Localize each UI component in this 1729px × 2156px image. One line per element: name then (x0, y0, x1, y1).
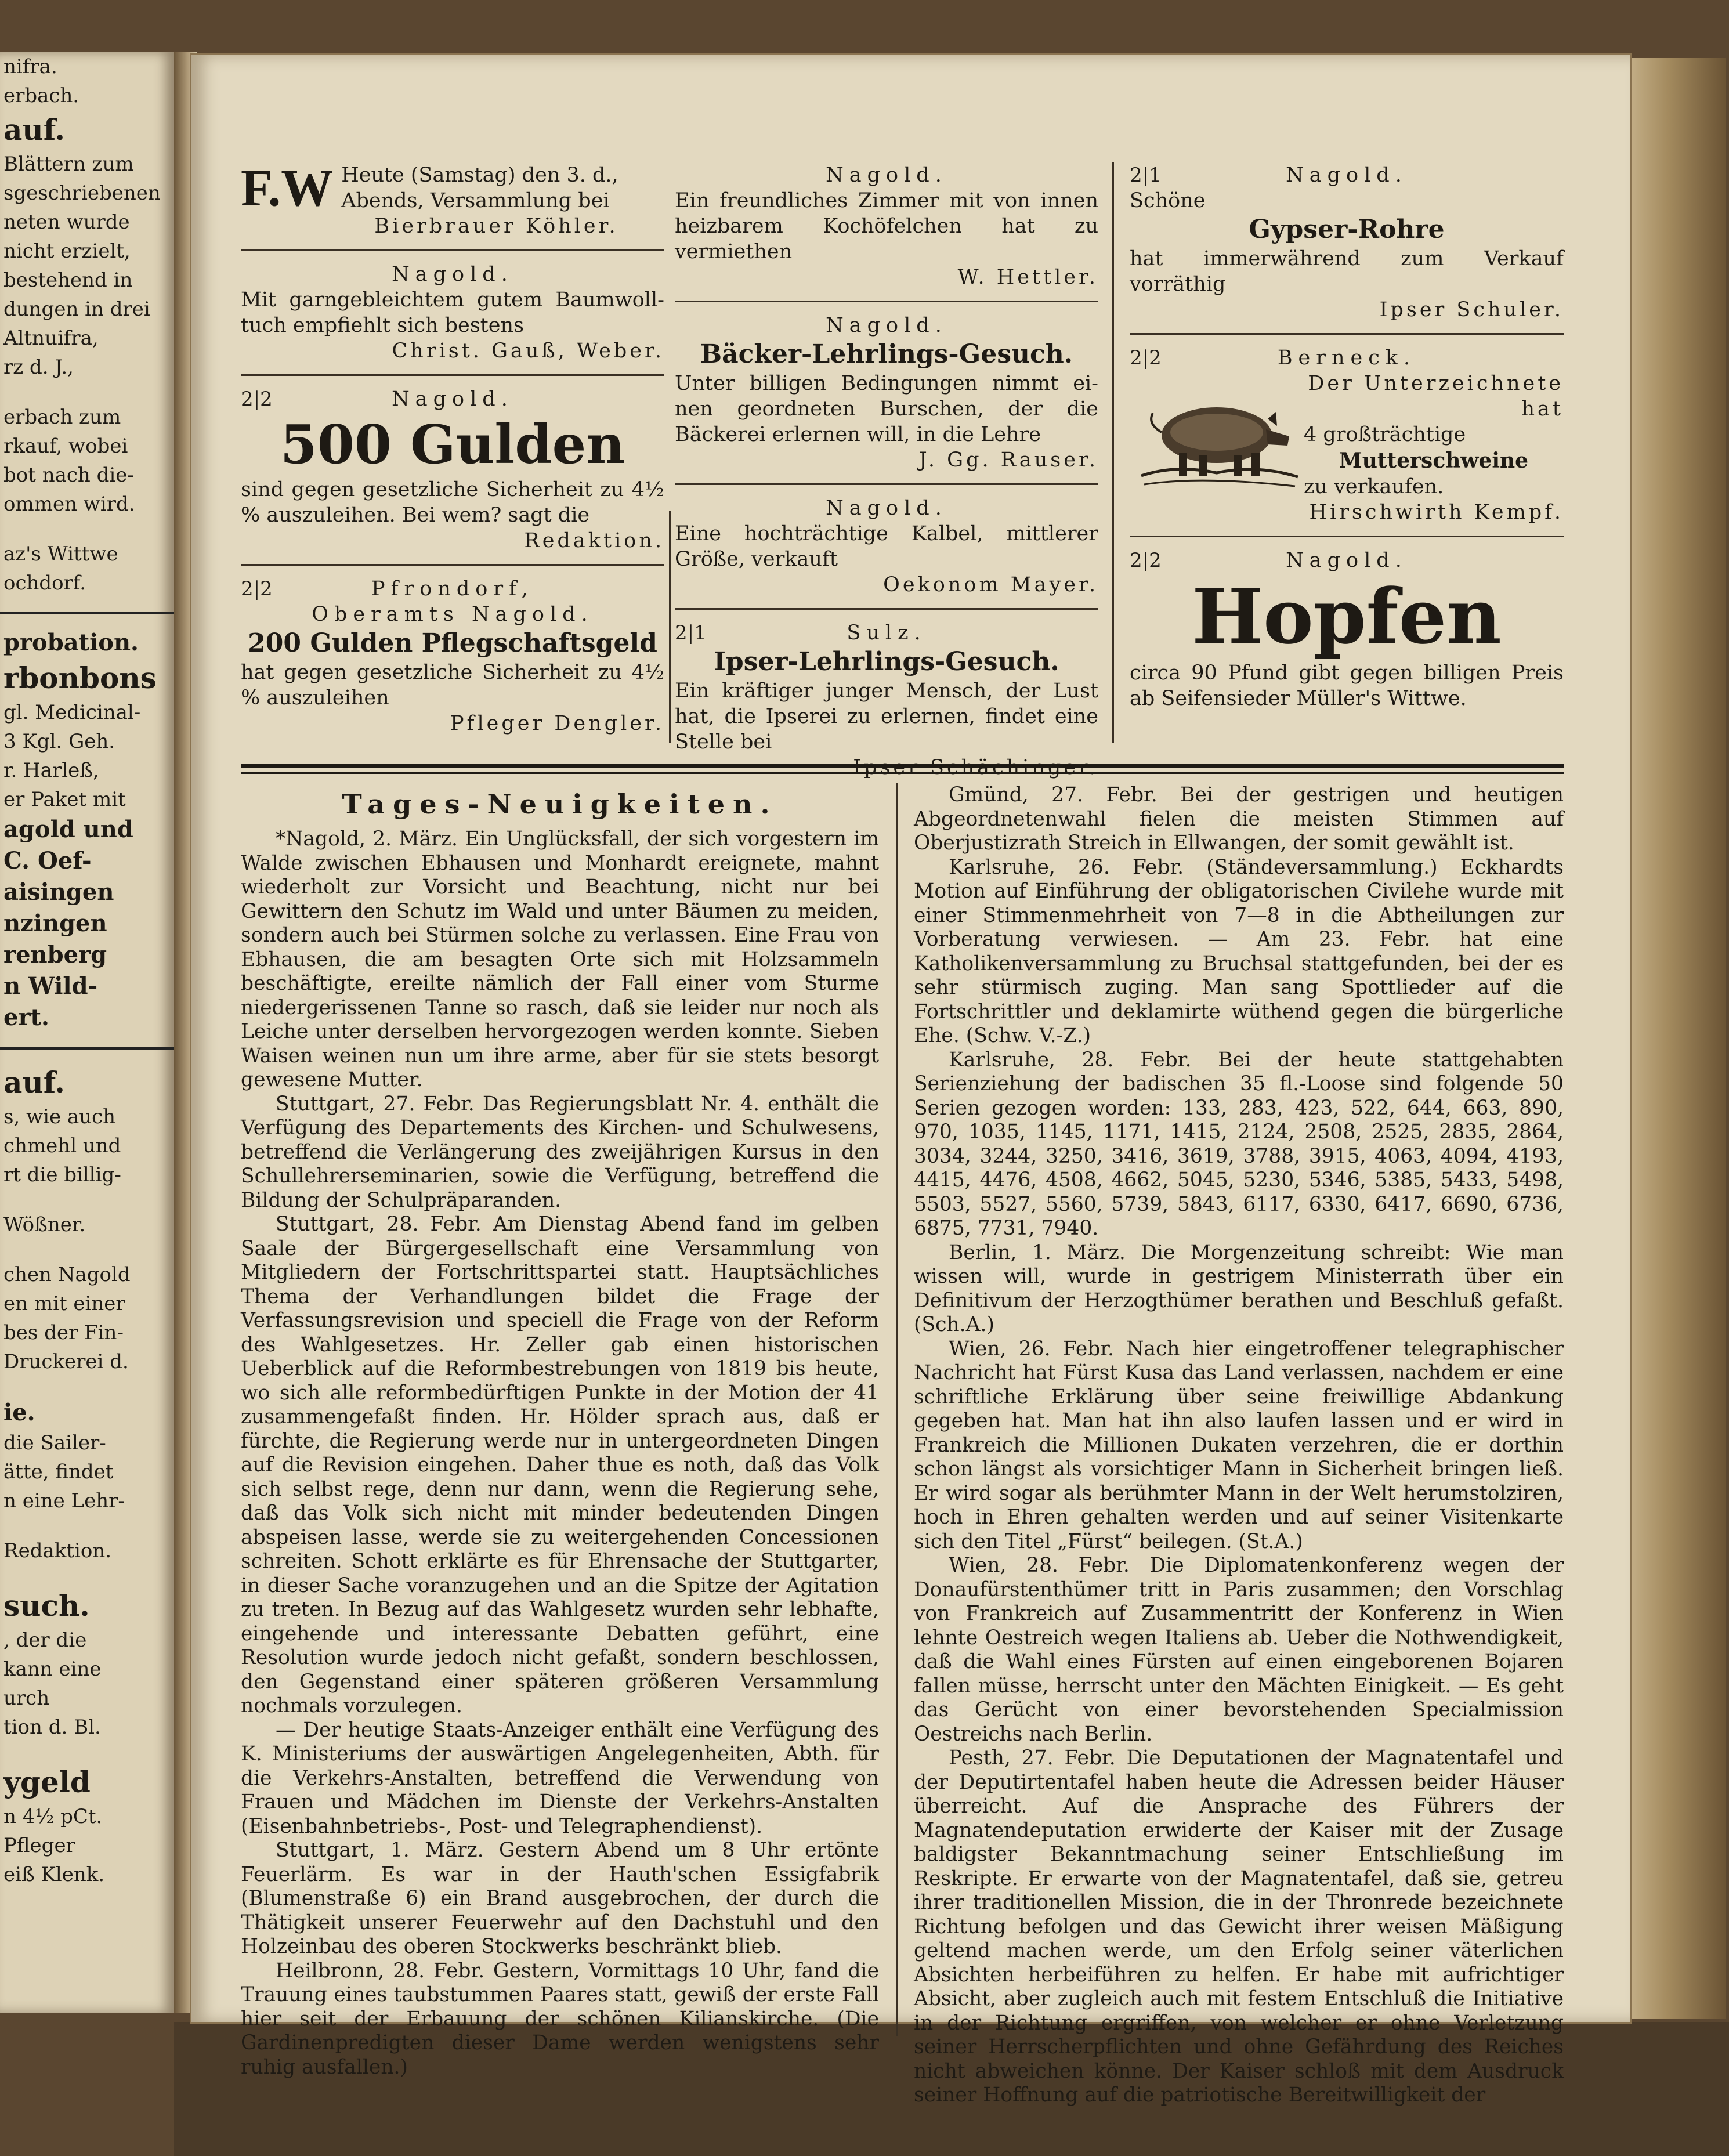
left-page-fragment: dungen in drei (3, 298, 150, 321)
left-page-fragment: bes der Fin- (3, 1321, 124, 1344)
ad-signature: Ipser Schächinger. (853, 756, 1098, 779)
ad-signature: Christ. Gauß, Weber. (392, 339, 664, 363)
ad-body: Ein freundliches Zimmer mit von innen heizbarem Kochöfelchen hat zu vermiethen (675, 189, 1098, 263)
left-page-fragment: auf. (3, 1065, 65, 1099)
ad-body: Mit garngebleichtem gutem Baumwoll-tuch empfiehlt sich bestens (241, 288, 664, 337)
section-rule-thin (241, 772, 1564, 774)
fw-line: Abends, Versammlung bei (341, 189, 610, 212)
ad-column-2 (675, 162, 1098, 780)
ad-body: Unter billigen Bedingungen nimmt ei-nen geordneten Burschen, der die Bäckerei erlernen will, in die Lehre (675, 372, 1098, 446)
ad-heading: 500 Gulden (280, 413, 625, 476)
column-rule (1112, 162, 1114, 743)
news-paragraph: *Nagold, 2. März. Ein Unglücksfall, der sich vorgestern im Walde zwischen Ebhausen und Monhardt ereignete, mahnt wiederholt zur Vorsicht und Beachtung, nicht nur bei Gewittern den Schutz im Wald und unter Bäumen zu meiden, sondern auch bei Stürmen solche zu verlassen. Eine Frau von Ebhausen, die am besagten Orte sich mit Holzsammeln beschäftigte, ereilte nämlich der Fall einer vom Sturme niedergerissenen Tanne so rasch, daß sie leider nur noch als Leiche unter derselben hervorgezogen werden konnte. Sieben Waisen weinen nun um ihre arme, aber für sie stets besorgt gewesene Mutter. (241, 827, 879, 1091)
ad-place: Sulz. (847, 621, 927, 645)
left-page-fragment: kann eine (3, 1658, 102, 1681)
news-paragraph: Gmünd, 27. Febr. Bei der gestrigen und heutigen Abgeordnetenwahl fielen die meisten Stimmen auf Oberjustizrath Streich in Ellwangen, der somit gewählt ist. (914, 783, 1564, 855)
ad-insertion-number: 2|2 (1130, 346, 1162, 370)
left-page-fragment: chmehl und (3, 1134, 121, 1157)
ad-divider (241, 564, 664, 566)
newspaper-page (191, 55, 1630, 2107)
ad-signature: Pfleger Dengler. (450, 712, 664, 735)
left-page-fragment: n Wild- (3, 972, 98, 1000)
ad-signature: W. Hettler. (957, 266, 1098, 289)
ad-divider (1130, 536, 1564, 537)
left-page-fragment: r. Harleß, (3, 759, 99, 782)
ad-body: hat immerwährend zum Verkauf vorräthig (1130, 247, 1564, 296)
ad-divider (1130, 333, 1564, 335)
column-rule (669, 511, 671, 743)
ad-insertion-number: 2|1 (675, 621, 707, 645)
left-facing-page (0, 52, 174, 2013)
left-page-fragment: renberg (3, 941, 107, 968)
ad-place: Nagold. (826, 497, 947, 520)
ad-signature: Redaktion. (524, 529, 664, 552)
left-page-fragment: nicht erzielt, (3, 240, 131, 263)
left-page-fragment: probation. (3, 629, 139, 656)
left-page-fragment: die Sailer- (3, 1431, 106, 1455)
left-page-fragment: rkauf, wobei (3, 435, 128, 458)
news-paragraph: Stuttgart, 28. Febr. Am Dienstag Abend fand im gelben Saale der Bürgergesellschaft eine Versammlung von Mitgliedern der Fortschrittspartei statt. Hauptsächliches Thema der Verhandlungen bildet die Frage der Verfassungsrevision und speciell die Frage von der Reform des Wahlgesetzes. Hr. Zeller gab einen historischen Ueberblick auf die Reformbestrebungen von 1819 bis heute, wo sich alle reformbedürftigen Punkte in der Motion der 41 zusammengefaßt finden. Hr. Hölder sprach aus, daß er fürchte, die Regierung werde nur in untergeordneten Dingen auf die Revision eingehen. Daher thue es noth, daß das Volk sich selbst rege, denn nur dann, wenn die Regierung sehe, daß das Volk sich nicht mit minder bedeutenden Dingen abspeisen lasse, werde sie zu weitergehenden Concessionen schreiten. Schott erklärte es für Ehrensache der Stuttgarter, in dieser Sache voranzugehen und an die Spitze der Agitation zu treten. In Bezug auf das Wahlgesetz wurden sehr lebhafte, eingehende und interessante Debatten geführt, eine Resolution wurde jedoch nicht gefaßt, sondern beschlossen, den Gegenstand einer späteren größeren Versammlung nochmals vorzulegen. (241, 1213, 879, 1717)
left-page-fragment: eiß Klenk. (3, 1863, 105, 1886)
ad-divider (241, 249, 664, 251)
page-edge (1630, 58, 1726, 2019)
left-page-gap (0, 1239, 174, 1260)
ad-place: Nagold. (392, 388, 513, 411)
left-page-fragment: C. Oef- (3, 847, 92, 874)
left-page-fragment: rt die billig- (3, 1163, 121, 1186)
ad-divider (675, 301, 1098, 302)
ad-column-1 (241, 162, 664, 736)
ad-insertion-number: 2|2 (241, 388, 273, 411)
ad-pfrondorf (241, 576, 664, 736)
advertisement-section (241, 160, 1564, 779)
ad-line: 4 großträchtige (1304, 423, 1466, 446)
ad-insertion-number: 2|2 (1130, 549, 1162, 572)
ad-gauss (241, 262, 664, 364)
left-page-gap (0, 519, 174, 540)
ad-body: Eine hochträchtige Kalbel, mittlerer Größe, verkauft (675, 522, 1098, 571)
left-page-fragment: erbach. (3, 84, 79, 107)
left-page-fragment: sgeschriebenen (3, 182, 161, 205)
news-column-rule (896, 783, 898, 2036)
left-page-gap (0, 1742, 174, 1763)
ad-column-3 (1130, 162, 1564, 711)
ad-line: Mutterschweine (1339, 448, 1529, 473)
ad-divider (241, 374, 664, 376)
left-page-fragment: aisingen (3, 878, 114, 906)
ad-signature: Hirschwirth Kempf. (1309, 501, 1564, 524)
left-page-fragment: such. (3, 1589, 90, 1623)
left-page-fragment: ert. (3, 1004, 49, 1031)
ad-zimmer (675, 162, 1098, 290)
left-page-gap (0, 382, 174, 403)
left-page-fragment: gl. Medicinal- (3, 701, 141, 724)
left-page-fragment: n eine Lehr- (3, 1489, 125, 1513)
left-page-gap (0, 1376, 174, 1397)
news-paragraph: Karlsruhe, 28. Febr. Bei der heute stattgehabten Serienziehung der badischen 35 fl.-Loose sind folgende 50 Serien gezogen worden: 133, 283, 423, 522, 644, 663, 890, 970, 1035, 1145, 1171, 1415, 2124, 2508, 2525, 2835, 2864, 3034, 3244, 3250, 3416, 3619, 3788, 3915, 4063, 4094, 4193, 4415, 4476, 4508, 4662, 5045, 5230, 5346, 5385, 5433, 5498, 5503, 5527, 5560, 5739, 5843, 6117, 6330, 6417, 6690, 6736, 6875, 7731, 7940. (914, 1048, 1564, 1240)
pig-illustration (1130, 377, 1304, 493)
ad-place: Nagold. (392, 263, 513, 286)
left-page-fragment: erbach zum (3, 406, 121, 429)
fw-line: Bierbrauer Köhler. (374, 215, 618, 238)
left-page-fragment: , der die (3, 1629, 87, 1652)
ad-signature: Oekonom Mayer. (883, 573, 1098, 596)
left-page-rule (0, 608, 174, 614)
left-page-fragment: Altnuifra, (3, 327, 99, 350)
left-page-fragment: 3 Kgl. Geh. (3, 730, 115, 753)
news-paragraph: Berlin, 1. März. Die Morgenzeitung schreibt: Wie man wissen will, wurde in gestrigem Ministerrath über ein Definitivum der Herzogthümer berathen und Beschluß gefaßt. (Sch.A.) (914, 1240, 1564, 1336)
news-paragraph: Karlsruhe, 26. Febr. (Ständeversammlung.) Eckhardts Motion auf Einführung der obligatorischen Civilehe wurde mit einer Stimmenmehrheit von 7—8 in die Abtheilungen zur Vorberatung verwiesen. — Am 23. Febr. hat eine Katholikenversammlung zu Bruchsal stattgefunden, bei der es sehr stürmisch zuging. Man sang Spottlieder auf die Fortschrittler und deklamirte wüthend gegen die bürgerliche Ehe. (Schw. V.-Z.) (914, 855, 1564, 1047)
ad-body: circa 90 Pfund gibt gegen billigen Preis ab Seifensieder Müller's Wittwe. (1130, 661, 1564, 710)
left-page-fragment: Blättern zum (3, 153, 134, 176)
left-page-fragment: rz d. J., (3, 356, 74, 379)
left-page-fragment: neten wurde (3, 211, 130, 234)
left-page-fragment: en mit einer (3, 1292, 125, 1315)
left-page-fragment: chen Nagold (3, 1263, 131, 1286)
ad-body: sind gegen gesetzliche Sicherheit zu 4½ % auszuleihen. Bei wem? sagt die (241, 478, 664, 527)
ad-baecker (675, 313, 1098, 473)
left-page-fragment: Pfleger (3, 1834, 75, 1857)
left-page-fragment: tion d. Bl. (3, 1716, 101, 1739)
news-paragraph: Stuttgart, 27. Febr. Das Regierungsblatt Nr. 4. enthält die Verfügung des Departements des Kirchen- und Schulwesens, betreffend die Verlängerung des zweijährigen Kursus in den Schullehrerseminarien, sowie die Verfügung, betreffend die Bildung der Schulpräparanden. (241, 1092, 879, 1212)
left-page-gap (0, 1515, 174, 1536)
ad-heading: Gypser-Rohre (1249, 215, 1445, 244)
ad-heading: 200 Gulden Pflegschaftsgeld (248, 628, 657, 658)
ad-place: Nagold. (1286, 164, 1408, 187)
news-paragraph: Wien, 26. Febr. Nach hier eingetroffener telegraphischer Nachricht hat Fürst Kusa das Land verlassen, nachdem er eine schriftliche Erklärung über seine freiwillige Abdankung gegeben hat. Man hat ihn also laufen lassen und er wird in Frankreich die Millionen Dukaten verzehren, die er dorthin schon längst als vorsichtiger Mann in Sicherheit bringen ließ. Er wird sogar als berühmter Mann in der Welt herumstolziren, hoch in Ehren gehalten werden und auf seiner Visitenkarte sich den Titel „Fürst“ beilegen. (St.A.) (914, 1337, 1564, 1553)
left-page-fragment: er Paket mit (3, 788, 126, 811)
ad-fw-meeting (241, 162, 664, 239)
ad-heading: Hopfen (1192, 572, 1502, 661)
ad-pre: Schöne (1130, 189, 1206, 212)
left-page-rule (0, 1044, 174, 1050)
ad-ipser-lehrling (675, 620, 1098, 780)
news-column-left (241, 783, 879, 2079)
news-paragraph: Pesth, 27. Febr. Die Deputationen der Magnatentafel und der Deputirtentafel haben heute die Adressen beider Häuser überreicht. Auf die Ansprache des Führers der Magnatendeputation erwiderte der Kaiser mit der Zusage baldigster Bekanntmachung seiner Entschließung im Reskripte. Er erwarte von der Magnatentafel, daß sie, getreu ihrer traditionellen Mission, die in der Thronrede bezeichnete Richtung befolgen und das Gewicht ihrer weisen Mäßigung geltend machen werde, um den Erfolg seiner väterlichen Absichten herbeiführen zu helfen. Er habe mit aufrichtiger Absicht, aber zugleich auch mit festem Entschluß die Initiative in der Richtung ergriffen, von welcher er ohne Verletzung seiner Herrscherpflichten und ohne Gefährdung des Reiches nicht abweichen könne. Der Kaiser schloß mit dem Ausdruck seiner Hoffnung auf die patriotische Bereitwilligkeit der (914, 1746, 1564, 2107)
left-page-gap (0, 1189, 174, 1210)
ad-place: Nagold. (826, 314, 947, 337)
news-paragraph: Heilbronn, 28. Febr. Gestern, Vormittags 10 Uhr, fand die Trauung eines taubstummen Paares statt, gewiß der erste Fall hier seit der Erbauung der schönen Kilianskirche. (Die Gardinenpredigten dieser Dame werden wenigstens sehr ruhig ausfallen.) (241, 1959, 879, 2079)
ad-place: Nagold. (1286, 549, 1408, 572)
ad-heading: Ipser-Lehrlings-Gesuch. (714, 647, 1059, 677)
ad-place: Pfrondorf, (371, 577, 534, 601)
ad-line: zu verkaufen. (1304, 475, 1444, 498)
news-paragraph: Stuttgart, 1. März. Gestern Abend um 8 Uhr ertönte Feuerlärm. Es war in der Hauth'schen Essigfabrik (Blumenstraße 6) ein Brand ausgebrochen, der durch die Thätigkeit unserer Feuerwehr auf den Dachstuhl und den Holzeinbau des oberen Stockwerks beschränkt blieb. (241, 1839, 879, 1958)
left-page-fragment: auf. (3, 113, 65, 147)
ad-line: Der Unterzeichnete hat (1308, 372, 1564, 421)
ad-gypser (1130, 162, 1564, 323)
left-page-fragment: az's Wittwe (3, 542, 118, 566)
ad-insertion-number: 2|1 (1130, 164, 1162, 187)
left-page-fragment: Redaktion. (3, 1539, 112, 1562)
left-page-fragment: agold und (3, 816, 133, 843)
left-page-fragment: s, wie auch (3, 1105, 116, 1128)
left-page-fragment: bot nach die- (3, 464, 134, 487)
ad-signature: J. Gg. Rauser. (918, 448, 1098, 472)
ad-hopfen (1130, 548, 1564, 711)
left-page-gap (0, 1565, 174, 1586)
ad-kalbel (675, 495, 1098, 598)
left-page-fragment: ommen wird. (3, 493, 135, 516)
ad-berneck (1130, 345, 1564, 525)
left-page-fragment: ätte, findet (3, 1460, 114, 1484)
left-page-fragment: nifra. (3, 55, 57, 78)
ad-subplace: Oberamts Nagold. (312, 603, 594, 626)
news-section-title: Tages-Neuigkeiten. (342, 788, 778, 820)
ad-place: Nagold. (826, 164, 947, 187)
ad-divider (675, 608, 1098, 610)
left-page-fragment: urch (3, 1687, 50, 1710)
fw-mark: F.W (241, 160, 334, 217)
news-paragraph: — Der heutige Staats-Anzeiger enthält eine Verfügung des K. Ministeriums der auswärtigen Angelegenheiten, Abth. für die Verkehrs-Anstalten, betreffend die Verwendung von Frauen und Mädchen im Dienste der Verkehrs-Anstalten (Eisenbahnbetriebs-, Post- und Telegraphendienst). (241, 1718, 879, 1838)
left-page-fragment: bestehend in (3, 269, 133, 292)
ad-place: Berneck. (1277, 346, 1416, 370)
news-paragraph: Wien, 28. Febr. Die Diplomatenkonferenz wegen der Donaufürstenthümer tritt in Paris zusammen; den Vorschlag von Frankreich auf Zusammentritt der Konferenz in Wien lehnte Oestreich wegen Italiens ab. Ueber die Nothwendigkeit, daß die Wahl eines Fürsten auf einen eingeborenen Bojaren fallen müsse, herrscht unter den Mächten Einigkeit. — Es geht das Gerücht von einer bevorstehenden Specialmission Oestreichs nach Berlin. (914, 1554, 1564, 1746)
ad-insertion-number: 2|2 (241, 577, 273, 601)
left-page-fragment: n 4½ pCt. (3, 1805, 103, 1828)
left-page-fragment: Druckerei d. (3, 1350, 129, 1373)
left-page-fragment: ochdorf. (3, 571, 86, 595)
ad-body: Ein kräftiger junger Mensch, der Lust hat, die Ipserei zu erlernen, findet eine Stelle bei (675, 679, 1098, 754)
news-column-right (914, 783, 1564, 2108)
section-rule-thick (241, 764, 1564, 768)
fw-line: Heute (Samstag) den 3. d., (341, 164, 618, 187)
left-page-fragment: nzingen (3, 910, 107, 937)
left-page-fragment: Wößner. (3, 1213, 86, 1236)
left-page-fragment: ygeld (3, 1765, 91, 1799)
ad-heading: Bäcker-Lehrlings-Gesuch. (700, 339, 1073, 369)
ad-signature: Ipser Schuler. (1379, 298, 1564, 321)
left-page-fragment: rbonbons (3, 661, 157, 695)
ad-body: hat gegen gesetzliche Sicherheit zu 4½ % auszuleihen (241, 661, 664, 710)
ad-500-gulden (241, 386, 664, 554)
left-page-fragment: ie. (3, 1399, 35, 1426)
ad-divider (675, 483, 1098, 485)
